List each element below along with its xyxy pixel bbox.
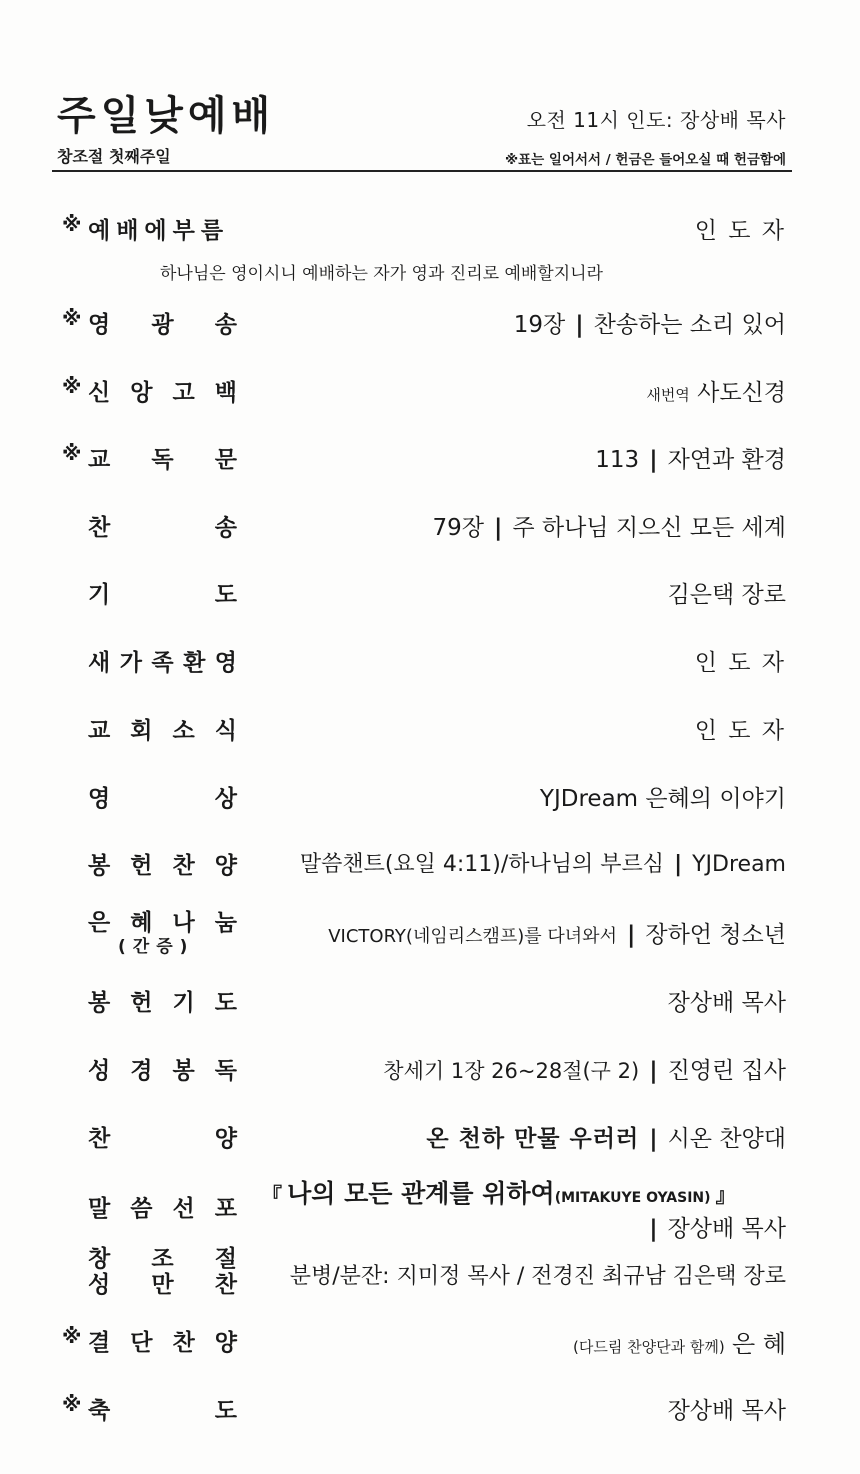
season-subtitle: 창조절 첫째주일 <box>57 147 171 166</box>
scripture-passage: 창세기 1장 26~28절(구 2) <box>383 1059 640 1083</box>
item-label: 예배에부름 <box>88 218 230 244</box>
standing-mark: ※ <box>62 441 82 465</box>
separator: | <box>575 312 584 338</box>
separator: | <box>649 447 658 473</box>
title-bracket-close: 』 <box>715 1183 736 1207</box>
offering-prayer-person: 장상배 목사 <box>667 990 786 1016</box>
testimony-person: 장하언 청소년 <box>645 922 786 948</box>
communion-details: 분병/분잔: 지미정 목사 / 전경진 최규남 김은택 장로 <box>289 1264 786 1289</box>
video-title: YJDream 은혜의 이야기 <box>539 786 786 812</box>
page-title: 주일낮예배 <box>57 93 276 139</box>
reading-title: 자연과 환경 <box>667 447 786 473</box>
reading-number: 113 <box>595 447 640 473</box>
item-label: 교 독 문 <box>88 447 237 473</box>
item-leader: 인 도 자 <box>694 218 786 244</box>
anthem-title: 온 천하 만물 우러러 <box>426 1126 640 1152</box>
item-label: 새 가 족 환 영 <box>88 650 237 676</box>
separator: | <box>626 922 636 948</box>
item-label: 교 회 소 식 <box>88 718 237 744</box>
item-sublabel: (간증) <box>118 937 195 957</box>
item-label-line-2: 성 만 찬 <box>88 1272 237 1298</box>
item-label: 찬 송 <box>88 515 237 541</box>
testimony-title: VICTORY(네임리스캠프)를 다녀와서 <box>328 926 617 947</box>
anthem-choir: 시온 찬양대 <box>667 1126 786 1152</box>
scripture-reader: 진영린 집사 <box>667 1058 786 1084</box>
sermon-preacher: 장상배 목사 <box>667 1216 786 1242</box>
item-label: 봉 헌 찬 양 <box>88 853 237 879</box>
item-label: 찬 양 <box>88 1126 237 1152</box>
header-divider <box>52 170 792 172</box>
standing-mark: ※ <box>62 1392 82 1416</box>
item-label: 축 도 <box>88 1398 237 1424</box>
separator: | <box>649 1216 658 1242</box>
hymn-title: 주 하나님 지으신 모든 세계 <box>512 515 786 541</box>
item-leader: 인 도 자 <box>694 650 786 676</box>
benediction-person: 장상배 목사 <box>667 1398 786 1424</box>
item-leader: 인 도 자 <box>694 718 786 744</box>
item-label: 봉 헌 기 도 <box>88 990 237 1016</box>
standing-mark: ※ <box>62 374 82 398</box>
item-label: 기 도 <box>88 582 237 608</box>
standing-mark: ※ <box>62 1324 82 1348</box>
standing-mark: ※ <box>62 212 82 236</box>
creed-title: 사도신경 <box>697 380 786 406</box>
prayer-person: 김은택 장로 <box>667 582 786 608</box>
separator: | <box>674 852 683 877</box>
item-label: 결 단 찬 양 <box>88 1330 237 1356</box>
hymn-title: 찬송하는 소리 있어 <box>593 312 786 338</box>
item-label: 말 씀 선 포 <box>88 1196 237 1222</box>
item-label: 영 상 <box>88 786 237 812</box>
hymn-number: 79장 <box>432 515 484 541</box>
hymn-number: 19장 <box>513 312 566 338</box>
service-info: 오전 11시 인도: 장상배 목사 <box>526 108 786 132</box>
separator: | <box>649 1126 658 1152</box>
separator: | <box>649 1058 658 1084</box>
item-label-line-1: 창 조 절 <box>88 1246 237 1272</box>
sermon-title-en: (MITAKUYE OYASIN) <box>554 1190 711 1206</box>
title-bracket-open: 『 <box>262 1183 282 1207</box>
standing-mark: ※ <box>62 306 82 330</box>
song-title: 말씀챈트(요일 4:11)/하나님의 부르심 <box>299 852 665 877</box>
standing-notice: ※표는 일어서서 / 헌금은 들어오실 때 헌금함에 <box>505 152 786 168</box>
anthem-note: (다드림 찬양단과 함께) <box>573 1338 725 1356</box>
separator: | <box>493 515 503 541</box>
call-to-worship-verse: 하나님은 영이시니 예배하는 자가 영과 진리로 예배할지니라 <box>160 264 603 284</box>
item-label: 성 경 봉 독 <box>88 1058 237 1084</box>
sermon-title-line <box>262 1174 736 1210</box>
creed-version: 새번역 <box>646 386 690 404</box>
item-label: 은 혜 나 눔 <box>88 910 237 936</box>
item-label: 영 광 송 <box>88 312 237 338</box>
sermon-title: 나의 모든 관계를 위하여 <box>287 1179 555 1208</box>
closing-anthem-title: 은 혜 <box>732 1330 786 1358</box>
item-label: 신 앙 고 백 <box>88 380 237 406</box>
song-performer: YJDream <box>692 852 786 877</box>
